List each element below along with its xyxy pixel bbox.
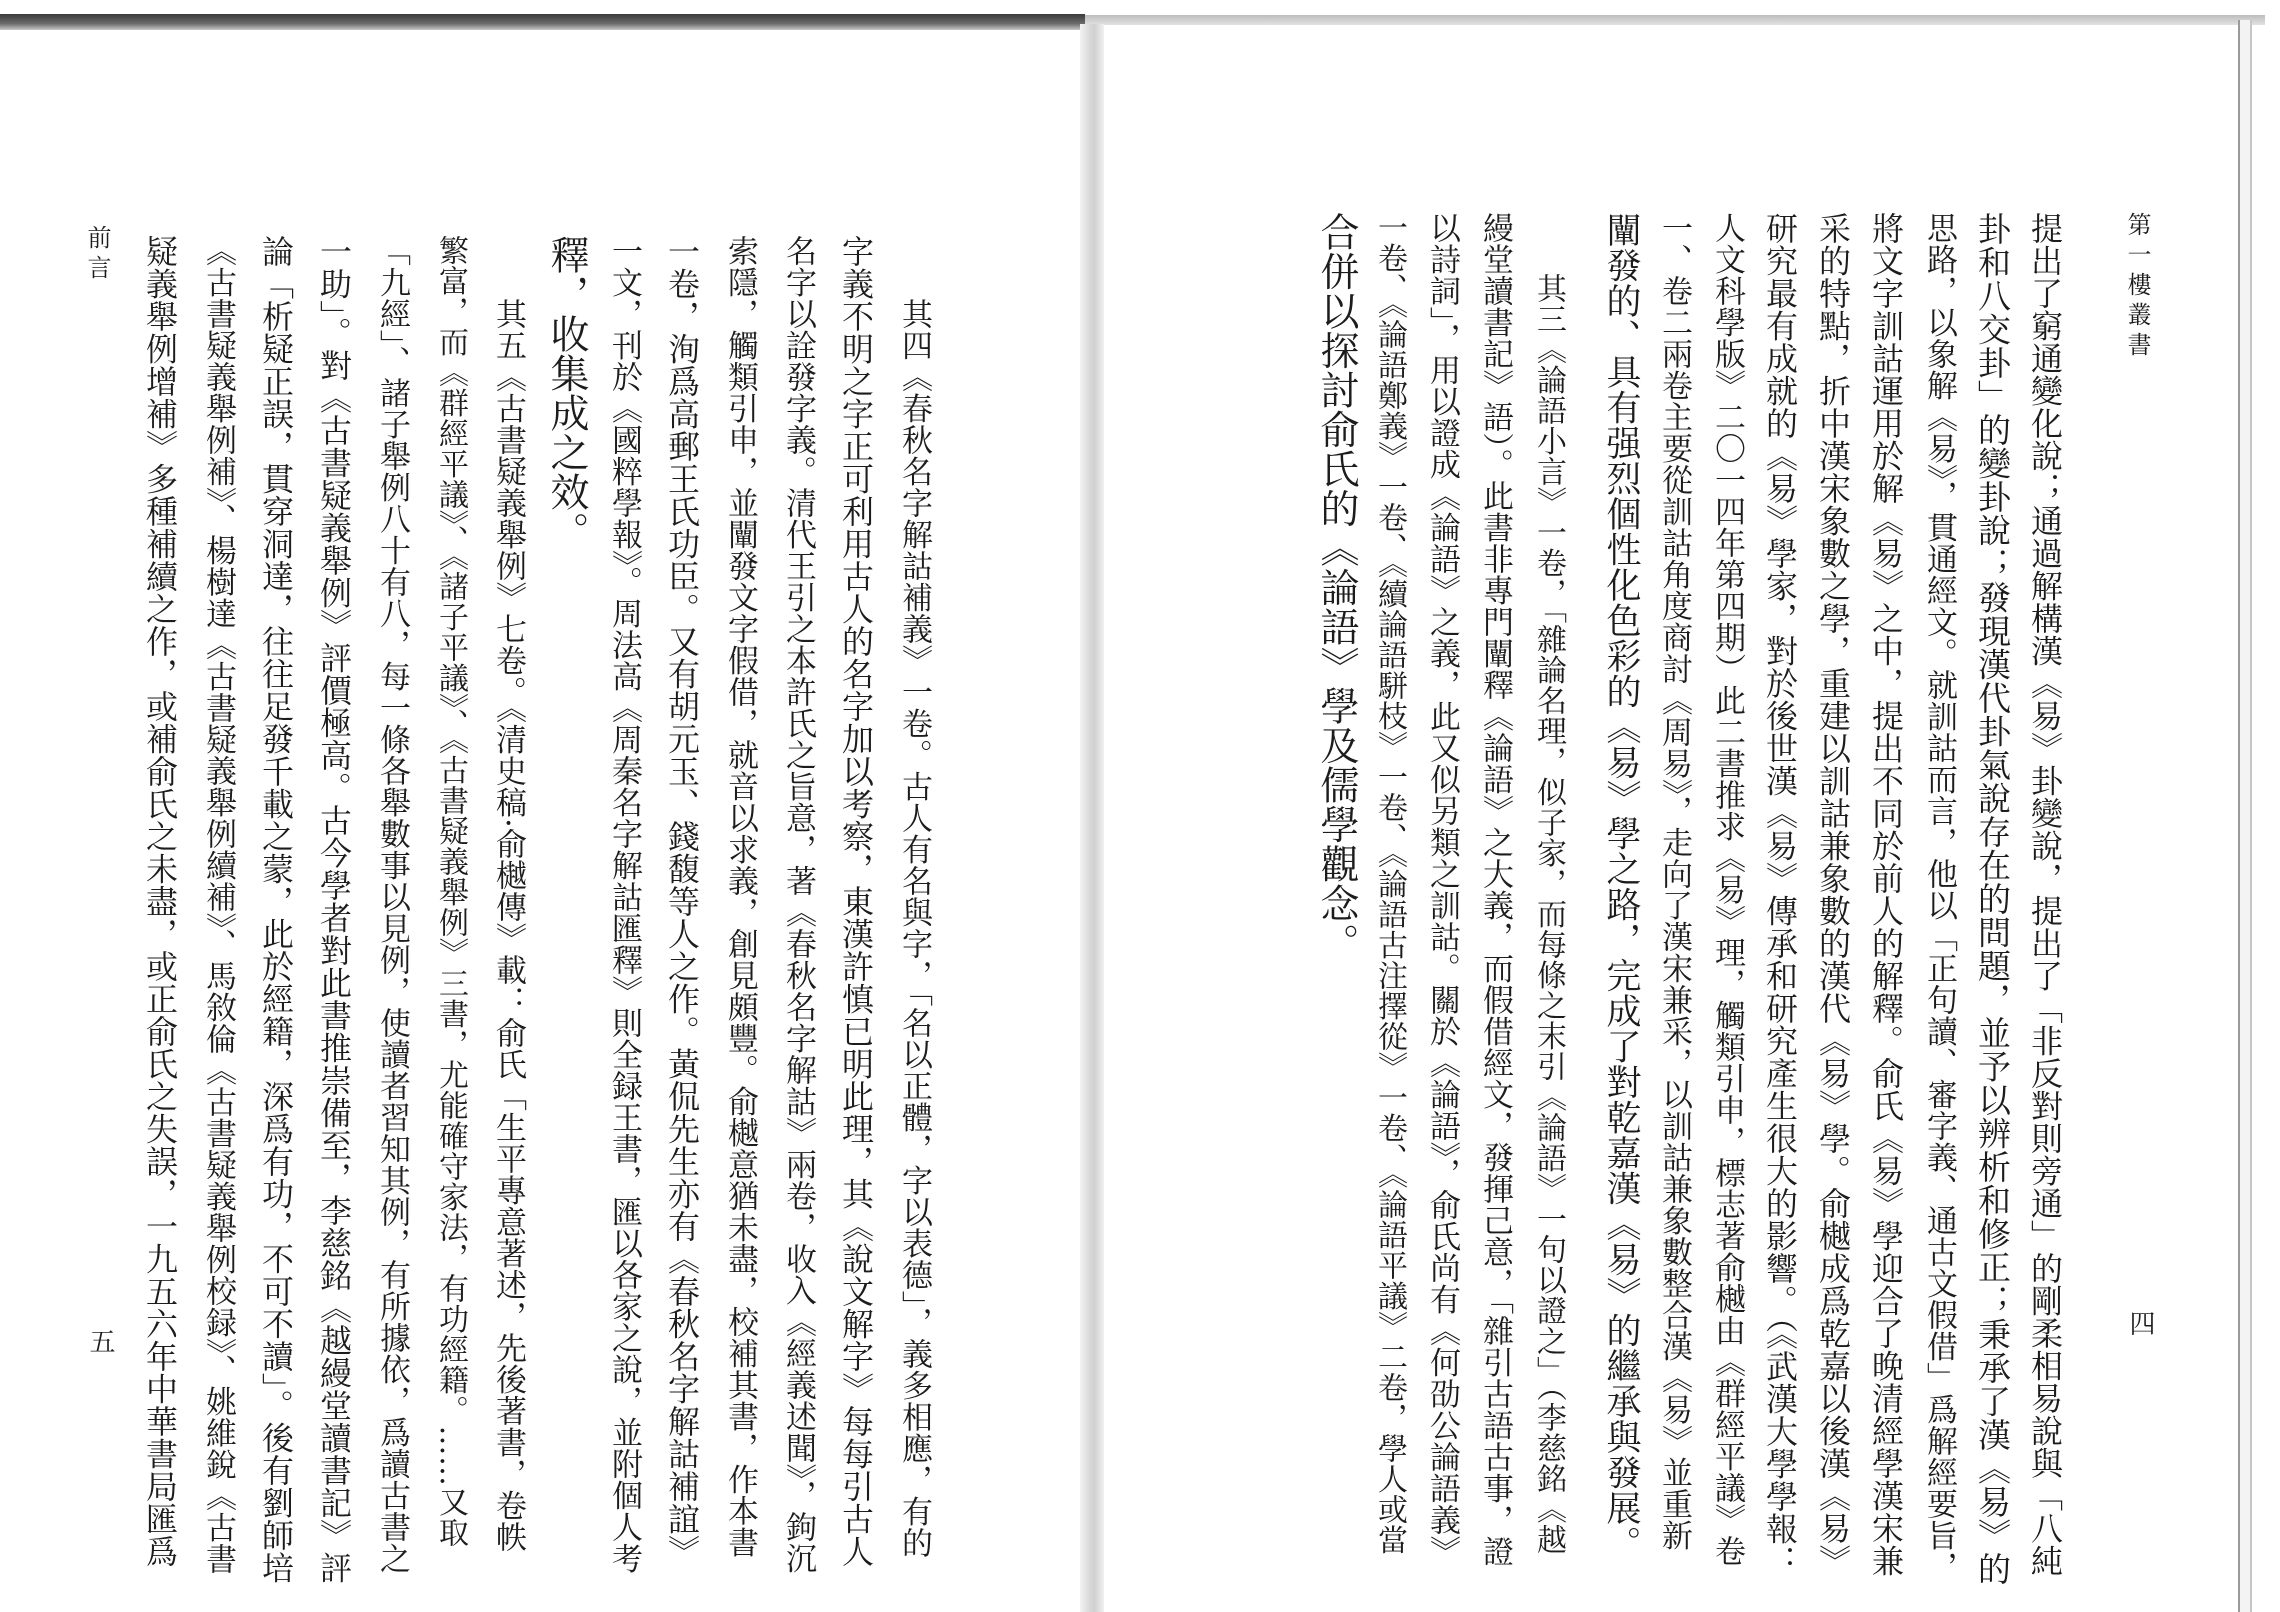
text-column: 卦和八交卦」的變卦說；發現漢代卦氣說存在的問題，並予以辨析和修正；秉承了漢《易》的 (1973, 212, 2012, 1586)
text-column: 一卷，洵爲高郵王氏功臣。又有胡元玉、錢馥等人之作。黃侃先生亦有《春秋名字解詁補誼》 (663, 235, 701, 1568)
text-column: 合併以探討俞氏的《論語》學及儒學觀念。 (1314, 212, 1359, 963)
text-column: 《古書疑義舉例補》、楊樹達《古書疑義舉例續補》、馬敘倫《古書疑義舉例校録》、姚維銳《古書 (200, 235, 236, 1575)
scan-edge-shadow-right (1085, 15, 2265, 25)
text-column: 其五《古書疑義舉例》七卷。《清史稿·俞樾傳》載：俞氏「生平專意著述，先後著書，卷帙 (490, 235, 526, 1553)
running-header-left: 前言 (83, 225, 111, 285)
text-column: 繁富，而《群經平議》、《諸子平議》、《古書疑義舉例》三書，尤能確守家法，有功經籍。……又取 (433, 235, 468, 1548)
text-column: 論「析疑正誤，貫穿洞達，往往足發千載之蒙，此於經籍，深爲有功，不可不讀」。後有劉師培 (257, 235, 295, 1584)
text-column: 闡發的、具有强烈個性化色彩的《易》學之路，完成了對乾嘉漢《易》的繼承與發展。 (1601, 212, 1641, 1561)
text-column: 索隱，觸類引申，並闡發文字假借，就音以求義，創見頗豐。俞樾意猶未盡，校補其書，作本書 (722, 235, 758, 1558)
running-header-right: 第一樓叢書 (2123, 212, 2151, 362)
text-column: 字義不明之字正可利用古人的名字加以考察，東漢許慎已明此理，其《說文解字》每每引古人 (837, 235, 875, 1568)
text-column: 將文字訓詁運用於解《易》之中，提出不同於前人的解釋。俞氏《易》學迎合了晚清經學漢宋兼 (1867, 212, 1905, 1577)
page-number-right: 四 (2125, 1310, 2155, 1336)
text-column: 一、卷二兩卷主要從訓詁角度商討《周易》，走向了漢宋兼采，以訓詁兼象數整合漢《易》並重新 (1656, 212, 1692, 1551)
text-column: 思路，以象解《易》，貫通經文。就訓詁而言，他以「正句讀、審字義、通古文假借」爲解經要旨， (1921, 212, 1957, 1583)
text-column: 縵堂讀書記》語）。此書非專門闡釋《論語》之大義，而假借經文，發揮己意，「雜引古語古事，證 (1477, 212, 1513, 1567)
text-column: 其四《春秋名字解詁補義》一卷。古人有名與字，「名以正體，字以表德」，義多相應，有的 (896, 235, 932, 1559)
text-column: 釋，收集成之效。 (544, 235, 589, 551)
text-column: 采的特點，折中漢宋象數之學，重建以訓詁兼象數的漢代《易》學。俞樾成爲乾嘉以後漢《易》 (1814, 212, 1852, 1577)
text-column: 一文，刊於《國粹學報》。周法高《周秦名字解詁匯釋》則全録王書，匯以各家之說，並附個人考 (606, 235, 642, 1574)
text-column: 研究最有成就的《易》學家，對於後世漢《易》傳承和研究產生很大的影響。（《武漢大學學報： (1761, 212, 1799, 1578)
text-column: 人文科學版》二〇一四年第四期）此二書推求《易》理，觸類引申，標志著俞樾由《群經平議》卷 (1709, 212, 1745, 1567)
text-column: 一助」。對《古書疑義舉例》評價極高。古今學者對此書推崇備至，李慈銘《越縵堂讀書記》評 (315, 235, 353, 1584)
page-number-left: 五 (85, 1328, 115, 1354)
text-column: 其三《論語小言》一卷，「雜論名理，似子家，而每條之末引《論語》一句以證之」（李慈銘《越 (1531, 212, 1566, 1555)
text-column: 以詩詞」，用以證成《論語》之義，此又似另類之訓詁。關於《論語》，俞氏尚有《何劭公論語義》 (1424, 212, 1460, 1567)
text-column: 疑義舉例增補》多種補續之作，或補俞氏之未盡，或正俞氏之失誤，一九五六年中華書局匯爲 (141, 235, 179, 1568)
text-column: 「九經」、諸子舉例八十有八，每一條各舉數事以見例，使讀者習知其例，有所據依，爲讀古書之 (374, 235, 410, 1574)
page-edge (2238, 20, 2252, 1612)
scan-edge-shadow-left (0, 14, 1085, 30)
text-column: 一卷、《論語鄭義》一卷、《續論語駢枝》一卷、《論語古注擇從》一卷、《論語平議》二卷，學人或當 (1372, 212, 1407, 1555)
text-column: 提出了窮通變化說；通過解構漢《易》卦變說，提出了「非反對則旁通」的剛柔相易說與「八純 (2026, 212, 2064, 1577)
text-column: 名字以詮發字義。清代王引之本許氏之旨意，著《春秋名字解詁》兩卷，收入《經義述聞》，鉤沉 (780, 235, 816, 1574)
book-gutter (1080, 24, 1104, 1612)
